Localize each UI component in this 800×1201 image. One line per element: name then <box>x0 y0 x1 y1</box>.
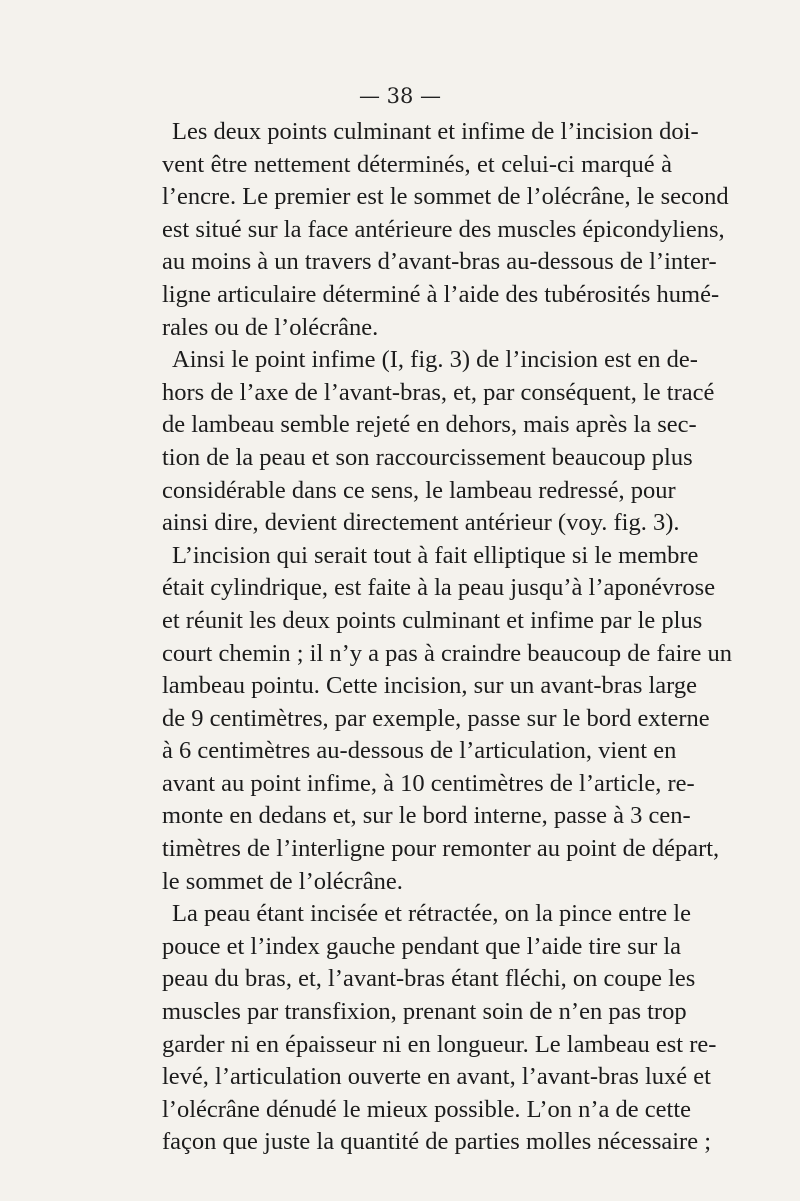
text-line: l’encre. Le premier est le sommet de l’olécrâne, le second <box>162 183 729 211</box>
text-line: ainsi dire, devient directement antérieur (voy. fig. 3). <box>162 509 680 537</box>
text-line: avant au point infime, à 10 centimètres de l’article, re- <box>162 769 695 797</box>
text-line: garder ni en épaisseur ni en longueur. Le lambeau est re- <box>162 1030 717 1058</box>
text-line: et réunit les deux points culminant et infime par le plus <box>162 606 703 634</box>
text-line: était cylindrique, est faite à la peau jusqu’à l’aponévrose <box>162 574 716 602</box>
paragraph <box>162 898 717 1159</box>
text-line: est situé sur la face antérieure des muscles épicondyliens, <box>162 215 725 243</box>
text-line: lambeau pointu. Cette incision, sur un avant-bras large <box>162 672 698 700</box>
paragraph <box>162 344 715 540</box>
text-line: de lambeau semble rejeté en dehors, mais après la sec- <box>162 411 697 439</box>
page-number: — 38 — <box>358 84 442 108</box>
text-line: l’olécrâne dénudé le mieux possible. L’on n’a de cette <box>162 1095 692 1123</box>
text-line: hors de l’axe de l’avant-bras, et, par conséquent, le tracé <box>162 378 715 406</box>
paragraph <box>162 540 733 899</box>
text-line: à 6 centimètres au-dessous de l’articulation, vient en <box>162 737 677 765</box>
text-line: au moins à un travers d’avant-bras au-dessous de l’inter- <box>162 248 717 276</box>
text-line: Les deux points culminant et infime de l’incision doi- <box>172 118 699 145</box>
text-line: levé, l’articulation ouverte en avant, l’avant-bras luxé et <box>162 1063 711 1091</box>
paragraph <box>162 116 729 344</box>
text-line: peau du bras, et, l’avant-bras étant fléchi, on coupe les <box>162 965 696 993</box>
text-line: monte en dedans et, sur le bord interne, passe à 3 cen- <box>162 802 691 830</box>
text-line: vent être nettement déterminés, et celui-ci marqué à <box>162 150 672 178</box>
text-line: pouce et l’index gauche pendant que l’aide tire sur la <box>162 932 682 960</box>
text-line: considérable dans ce sens, le lambeau redressé, pour <box>162 476 676 504</box>
text-line: de 9 centimètres, par exemple, passe sur le bord externe <box>162 704 710 732</box>
text-line: ligne articulaire déterminé à l’aide des tubérosités humé- <box>162 280 720 308</box>
text-line: tion de la peau et son raccourcissement beaucoup plus <box>162 443 693 471</box>
text-line: Ainsi le point infime (I, fig. 3) de l’incision est en de- <box>172 346 698 374</box>
text-line: La peau étant incisée et rétractée, on la pince entre le <box>172 900 691 928</box>
text-line: rales ou de l’olécrâne. <box>162 313 379 341</box>
text-line: court chemin ; il n’y a pas à craindre beaucoup de faire un <box>162 639 733 667</box>
body-text <box>162 116 733 1159</box>
text-line: timètres de l’interligne pour remonter au point de départ, <box>162 835 720 863</box>
text-line: muscles par transfixion, prenant soin de n’en pas trop <box>162 998 687 1026</box>
text-line: façon que juste la quantité de parties molles nécessaire ; <box>162 1128 712 1156</box>
text-line: le sommet de l’olécrâne. <box>162 867 403 895</box>
text-line: L’incision qui serait tout à fait elliptique si le membre <box>172 541 699 569</box>
